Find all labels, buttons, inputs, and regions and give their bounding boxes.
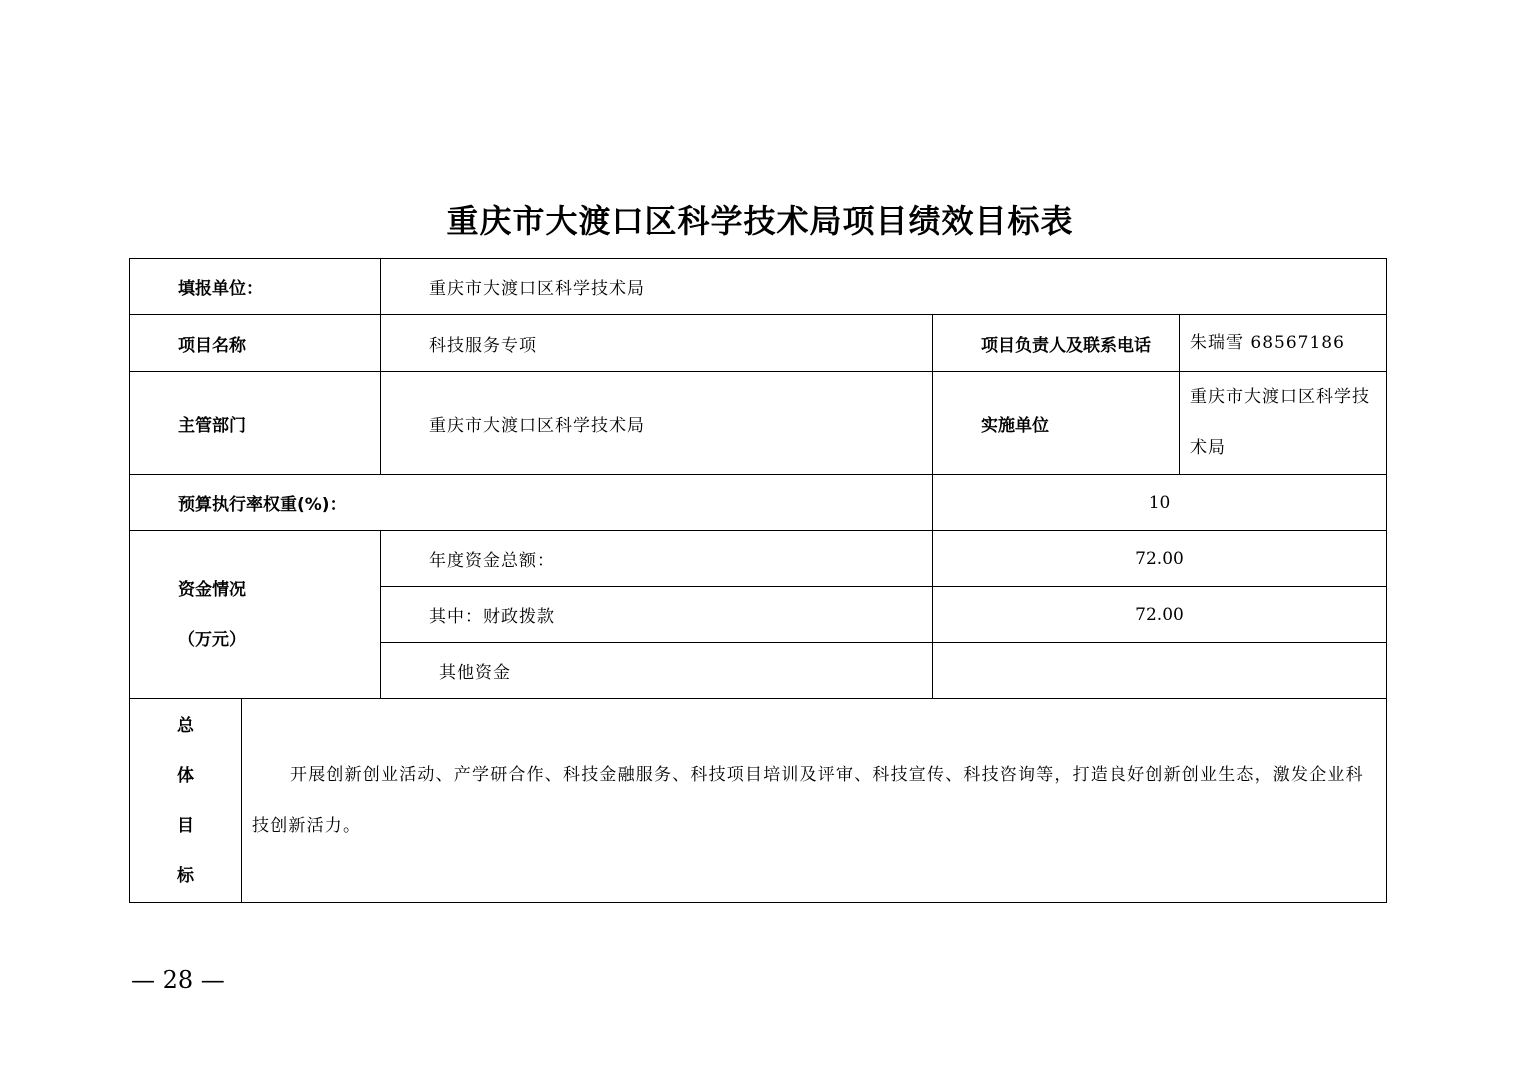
goal-label-char: 总	[177, 715, 194, 736]
table-row	[130, 315, 1387, 372]
performance-target-table	[129, 258, 1387, 903]
dept-value: 重庆市大渡口区科学技术局	[381, 372, 933, 475]
funding-label-line-1: 资金情况	[178, 579, 246, 600]
table-row	[130, 531, 1387, 587]
contact-value: 朱瑞雪 68567186	[1180, 315, 1387, 372]
overall-goal-label	[130, 699, 242, 903]
annual-total-label: 年度资金总额：	[381, 531, 933, 587]
fiscal-value: 72.00	[933, 587, 1387, 643]
dept-label: 主管部门	[130, 372, 381, 475]
goal-label-char: 目	[177, 815, 194, 836]
overall-goal-text-cell	[242, 699, 1387, 903]
impl-label: 实施单位	[933, 372, 1180, 475]
reporting-unit-label: 填报单位：	[130, 259, 381, 315]
funding-label	[130, 531, 381, 699]
other-funds-label: 其他资金	[381, 643, 933, 699]
overall-goal-text: 开展创新创业活动、产学研合作、科技金融服务、科技项目培训及评审、科技宣传、科技咨询等，打造良好创新创业生态，激发企业科技创新活力。	[252, 764, 1364, 836]
fiscal-label: 其中：财政拨款	[381, 587, 933, 643]
page-title: 重庆市大渡口区科学技术局项目绩效目标表	[446, 202, 1074, 240]
reporting-unit-value: 重庆市大渡口区科学技术局	[381, 259, 1387, 315]
budget-weight-label: 预算执行率权重(%)：	[130, 475, 933, 531]
table-row	[130, 699, 1387, 903]
other-funds-value	[933, 643, 1387, 699]
page-number: — 28 —	[131, 966, 225, 994]
goal-label-char: 标	[177, 865, 194, 886]
table-row	[130, 475, 1387, 531]
goal-label-char: 体	[177, 765, 194, 786]
contact-label: 项目负责人及联系电话	[933, 315, 1180, 372]
funding-label-line-2: （万元）	[178, 629, 246, 650]
table-row	[130, 372, 1387, 475]
project-name-value: 科技服务专项	[381, 315, 933, 372]
impl-value: 重庆市大渡口区科学技术局	[1180, 372, 1387, 475]
budget-weight-value: 10	[933, 475, 1387, 531]
project-name-label: 项目名称	[130, 315, 381, 372]
annual-total-value: 72.00	[933, 531, 1387, 587]
table-row	[130, 259, 1387, 315]
